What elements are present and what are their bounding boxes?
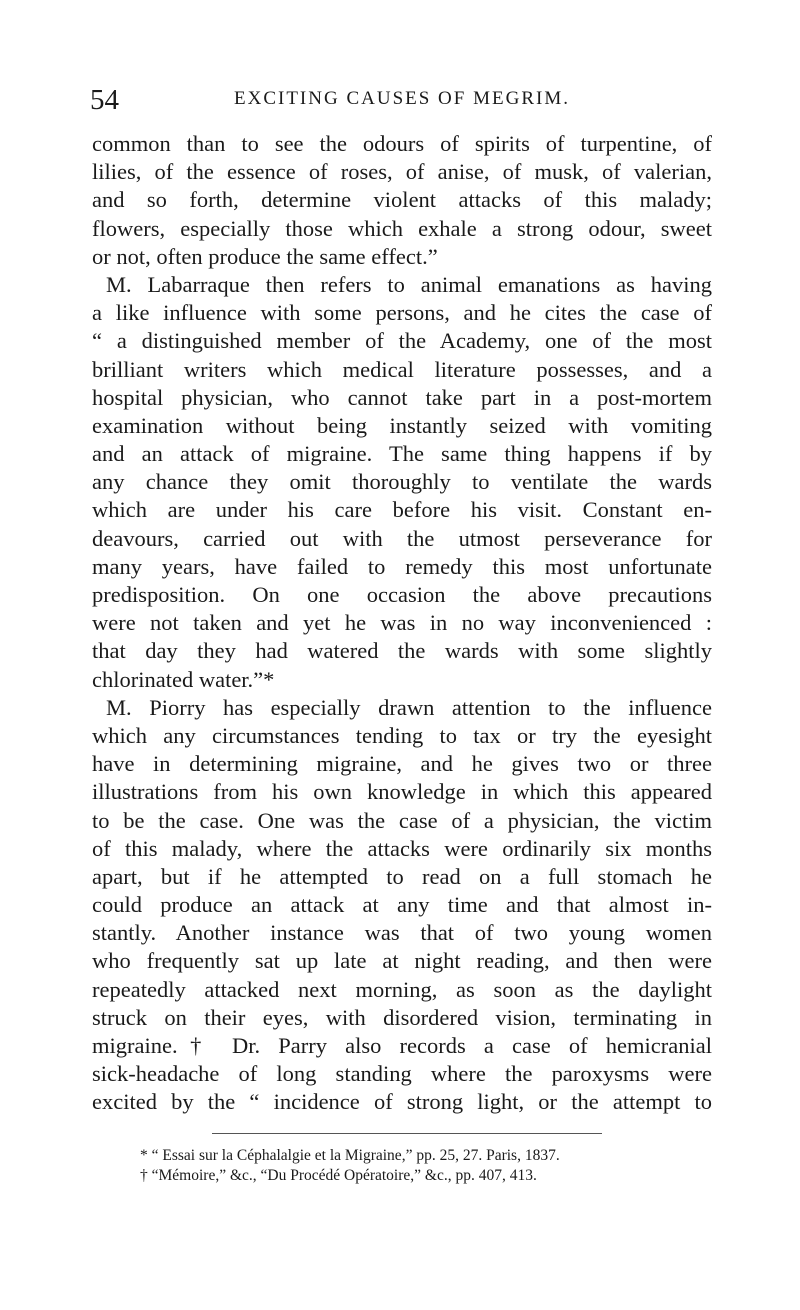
text-line: sick-headache of long standing where the paroxysms were (92, 1061, 712, 1087)
text-line: that day they had watered the wards with some slightly (92, 638, 712, 664)
text-line: migraine.† Dr. Parry also records a case of hemicranial (92, 1033, 712, 1058)
text-line: brilliant writers which medical literature possesses, and a (92, 356, 712, 382)
text-line: many years, have failed to remedy this most unfortunate (92, 553, 712, 579)
text-line: chlorinated water.”* (92, 666, 275, 692)
text-line: illustrations from his own knowledge in which this appeared (92, 779, 712, 805)
text-line: of this malady, where the attacks were ordinarily six months (92, 835, 712, 861)
text-line: M. Piorry has especially drawn attention to the influence (106, 694, 712, 720)
text-line: examination without being instantly seized with vomiting (92, 412, 712, 438)
book-page (92, 84, 712, 1186)
running-title: EXCITING CAUSES OF MEGRIM. (234, 88, 570, 109)
footnote-divider (212, 1133, 602, 1134)
text-line: lilies, of the essence of roses, of anise, of musk, of valerian, (92, 159, 712, 185)
page-header (92, 84, 712, 124)
body-text (92, 130, 712, 1117)
text-line: could produce an attack at any time and that almost in- (92, 892, 712, 918)
text-line: apart, but if he attempted to read on a full stomach he (92, 863, 712, 889)
text-line: M. Labarraque then refers to animal emanations as having (106, 271, 712, 297)
text-line: and an attack of migraine. The same thing happens if by (92, 441, 712, 467)
text-line: hospital physician, who cannot take part in a post-mortem (92, 384, 712, 410)
text-line: excited by the “ incidence of strong light, or the attempt to (92, 1089, 712, 1115)
text-line: were not taken and yet he was in no way inconvenienced : (92, 610, 712, 636)
text-line: have in determining migraine, and he gives two or three (92, 751, 712, 777)
text-line: which are under his care before his visit. Constant en- (92, 497, 712, 523)
text-line: to be the case. One was the case of a physician, the victim (92, 807, 712, 833)
text-line: a like influence with some persons, and he cites the case of (92, 300, 712, 326)
text-line: struck on their eyes, with disordered vision, terminating in (92, 1004, 712, 1030)
text-line: flowers, especially those which exhale a strong odour, sweet (92, 215, 712, 241)
text-line: repeatedly attacked next morning, as soon as the daylight (92, 976, 712, 1002)
text-line: common than to see the odours of spirits of turpentine, of (92, 131, 712, 156)
text-line: predisposition. On one occasion the above precautions (92, 582, 712, 607)
text-line: stantly. Another instance was that of two young women (92, 920, 712, 946)
footnote: † “Mémoire,” &c., “Du Procédé Opératoire,” &c., pp. 407, 413. (140, 1166, 537, 1184)
footnote: * “ Essai sur la Céphalalgie et la Migraine,” pp. 25, 27. Paris, 1837. (140, 1146, 560, 1164)
text-line: any chance they omit thoroughly to ventilate the wards (92, 469, 712, 495)
text-line: deavours, carried out with the utmost perseverance for (92, 525, 712, 551)
text-line: and so forth, determine violent attacks of this malady; (92, 187, 712, 213)
page-number: 54 (90, 84, 119, 116)
text-line: which any circumstances tending to tax or try the eyesight (92, 722, 712, 748)
footnotes (92, 1146, 712, 1186)
text-line: “ a distinguished member of the Academy, one of the most (92, 328, 712, 354)
text-line: or not, often produce the same effect.” (92, 243, 438, 269)
text-line: who frequently sat up late at night reading, and then were (92, 948, 712, 974)
